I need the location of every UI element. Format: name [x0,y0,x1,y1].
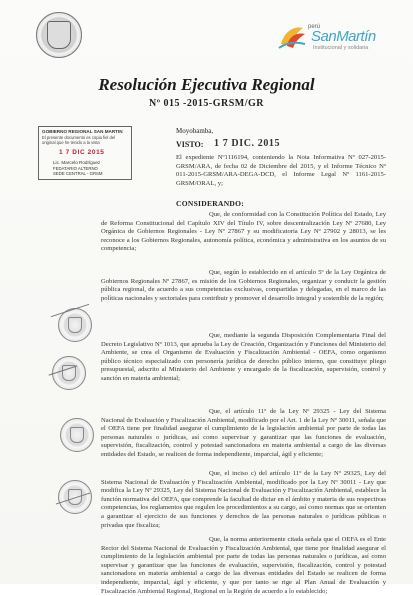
considerando-paragraph [101,269,386,303]
paragraph-text: Que, el inciso c) del artículo 11º de la Ley Nº 29325, Ley del Sistema Nacional de Evaluación y Fiscalización Ambiental, modificado por la Ley Nº 30011 - Ley que modifica la Ley Nº 29325, Ley del Sistema Nacional de Evaluación y Fiscalización Ambiental, establece la función normativa del OEFA, que comprende la facultad de dictar en el ámbito y materia de sus respectivas competencias, los reglamentos que regulen los procedimientos a su cargo, así como normas que se orienten a garantizar el ejercicio de sus funciones y derechos de las personas naturales o jurídicas públicas o privadas que fiscaliza; [101,470,386,529]
considerando-paragraph [101,332,386,384]
considerando-paragraph [101,536,386,596]
considerando-paragraph [101,408,386,460]
paragraph-text: Que, de conformidad con la Constitución Política del Estado, Ley de Reforma Constitucional del Capítulo XIV del Título IV, sobre descentralización Ley Nº 27680, Ley Orgánica de Gobiernos Regionales - Ley Nº 27867 y su modificatoria Ley Nº 27902 y 28013, se les reconoce a los Gobiernos Regionales, autonomía política, económica y administrativa en los asuntos de su competencia; [101,211,386,253]
stamp-office: SEDE CENTRAL - GRSM [53,171,103,176]
logo-peru-text: perú [308,24,321,30]
paragraph-text: Que, mediante la segunda Disposición Complementaria Final del Decreto Legislativo Nº 1013, que aprueba la Ley de Creación, Organización y Funciones del Ministerio del Ambiente, se crea el Organismo de Evaluación y Fiscalización Ambiental - OEFA, como organismo público técnico especializado con personería jurídica de derecho público interno, que constituye pliego presupuestal, adscrito al Ministerio del Ambiente y encargado de la fiscalización, supervisión, control y sanción en materia ambiental; [101,332,386,382]
stamp-line-1: GOBIERNO REGIONAL SAN MARTIN [42,129,123,134]
logo-tagline: Institucional y solidaria [313,45,369,51]
coat-of-arms-seal-icon [36,12,82,58]
margin-seal-icon [52,356,86,390]
paragraph-text: Que, la norma anteriormente citada señala que el OEFA es el Ente Rector del Sistema Nacional de Evaluación y Fiscalización Ambiental, que tiene por finalidad asegurar el cumplimiento de la legislación ambiental por parte de todas las personas naturales o jurídicas, así como supervisar y garantizar que las funciones de evaluación, supervisión, fiscalización, control y potestad sancionadora en materia ambiental a cargo de las diversas entidades del Estado se realicen de forma independiente, imparcial, ágil y eficiente, y que por tanto se rige al Plan Anual de Evaluación y Fiscalización Ambiental Regional, Regional en la Región de acuerdo a lo establecido; [101,536,386,595]
considerando-paragraph [101,470,386,530]
visto-paragraph: El expediente Nº1116194, conteniendo la Nota Informativa Nº 027-2015-GRSM/ARA, de fecha 02 de Diciembre del 2015, y el Informe Técnico Nº 011-2015-GRSM/ARA-DEGA-DCD, el Informe Legal Nº 1161-2015-GRSM/ORAL, y; [176,154,386,187]
logo-name: SanMartín [311,28,376,45]
certification-stamp [38,126,132,180]
paragraph-text: Que, según lo establecido en el artículo 5º de la Ley Orgánica de Gobiernos Regionales Nº 27867, es misión de los Gobiernos Regionales, organizar y conducir la gestión pública regional, de acuerdo a sus competencias exclusivas, compartidas y delegadas, en el marco de las políticas nacionales y sectoriales para contribuir y promover el desarrollo integral y sostenible de la región; [101,269,386,302]
stamp-date: 1 7 DIC 2015 [59,149,105,156]
document-title: Resolución Ejecutiva Regional [98,75,315,94]
considerando-paragraph [101,211,386,254]
san-martin-logo [277,20,385,54]
margin-seal-icon [60,418,94,452]
resolution-number: Nº 015 -2015-GRSM/GR [149,98,264,109]
place-label: Moyobamba, [176,127,214,135]
san-martin-logo-icon [277,22,307,50]
visto-label: VISTO: [176,140,204,149]
stamp-role: FEDATARIO ALTERNO [53,166,98,171]
stamp-line-2: El presente documento es copia fiel del original que he tenido a la vista [42,135,116,145]
stamp-name: Lic. Marcelo Rodríguez [53,160,101,165]
visto-date-stamp: 1 7 DIC. 2015 [214,138,281,149]
paragraph-text: Que, el artículo 11º de la Ley Nº 29325 - Ley del Sistema Nacional de Evaluación y Fiscalización Ambiental, modificado por el Art. 1 de la Ley Nº 30011, señala que el OEFA tiene por finalidad asegurar el cumplimiento de la legislación ambiental por parte de todas las personas naturales o jurídicas, así como supervisar y garantizar que las funciones de evaluación, supervisión, fiscalización, control y potestad sancionadora en materia ambiental a cargo de las diversas entidades del Estado, se realicen de forma independiente, imparcial, ágil y eficiente; [101,408,386,458]
considerando-heading: CONSIDERANDO: [176,199,245,208]
